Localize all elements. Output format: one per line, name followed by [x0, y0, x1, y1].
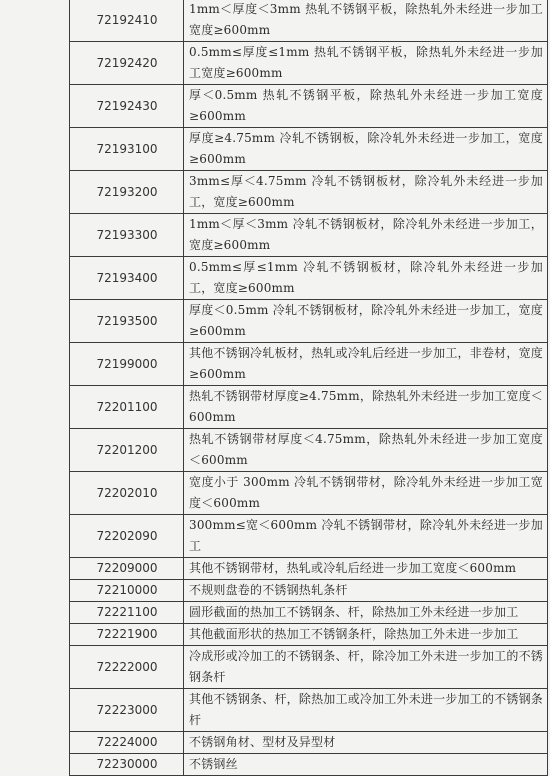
description-cell: 圆形截面的热加工不锈钢条、杆，除热加工外未经进一步加工	[184, 602, 548, 624]
hs-code-cell: 72199000	[70, 343, 184, 386]
hs-code-cell: 72192430	[70, 85, 184, 128]
hs-code-cell: 72192420	[70, 42, 184, 85]
hs-code-cell: 72192410	[70, 0, 184, 42]
table-row	[70, 257, 548, 300]
table-row	[70, 580, 548, 602]
table-row	[70, 128, 548, 171]
hs-code-cell: 72224000	[70, 732, 184, 754]
description-cell: 其他截面形状的热加工不锈钢条杆，除热加工外未进一步加工	[184, 624, 548, 646]
table-row	[70, 602, 548, 624]
description-cell: 不规则盘卷的不锈钢热轧条杆	[184, 580, 548, 602]
description-cell: 3mm≤厚＜4.75mm 冷轧不锈钢板材，除冷轧外未经进一步加工，宽度≥600mm	[184, 171, 548, 214]
hs-code-cell: 72201200	[70, 429, 184, 472]
description-cell: 厚度＜0.5mm 冷轧不锈钢板材，除冷轧外未经进一步加工，宽度≥600mm	[184, 300, 548, 343]
description-cell: 热轧不锈钢带材厚度＜4.75mm，除热轧外未经进一步加工宽度＜600mm	[184, 429, 548, 472]
hs-code-cell: 72230000	[70, 754, 184, 776]
table-row	[70, 515, 548, 558]
hs-code-cell: 72202010	[70, 472, 184, 515]
description-cell: 1mm＜厚度＜3mm 热轧不锈钢平板，除热轧外未经进一步加工宽度≥600mm	[184, 0, 548, 42]
table-row	[70, 429, 548, 472]
hs-code-cell: 72193100	[70, 128, 184, 171]
description-cell: 不锈钢丝	[184, 754, 548, 776]
table-row	[70, 646, 548, 689]
hs-code-cell: 72193300	[70, 214, 184, 257]
table-row	[70, 472, 548, 515]
table-row	[70, 386, 548, 429]
table-row	[70, 214, 548, 257]
table-row	[70, 689, 548, 732]
description-cell: 其他不锈钢冷轧板材，热轧或冷轧后经进一步加工，非卷材，宽度≥600mm	[184, 343, 548, 386]
table-row	[70, 42, 548, 85]
hs-code-cell: 72193200	[70, 171, 184, 214]
description-cell: 300mm≤宽＜600mm 冷轧不锈钢带材，除冷轧外未经进一步加工	[184, 515, 548, 558]
hs-code-cell: 72210000	[70, 580, 184, 602]
description-cell: 宽度小于 300mm 冷轧不锈钢带材，除冷轧外未经进一步加工宽度＜600mm	[184, 472, 548, 515]
description-cell: 热轧不锈钢带材厚度≥4.75mm，除热轧外未经进一步加工宽度＜600mm	[184, 386, 548, 429]
table-row	[70, 732, 548, 754]
hs-code-cell: 72223000	[70, 689, 184, 732]
description-cell: 其他不锈钢带材，热轧或冷轧后经进一步加工宽度＜600mm	[184, 558, 548, 580]
description-cell: 其他不锈钢条、杆，除热加工或冷加工外未进一步加工的不锈钢条杆	[184, 689, 548, 732]
tariff-code-table	[69, 0, 548, 776]
table-body	[70, 0, 548, 776]
hs-code-cell: 72209000	[70, 558, 184, 580]
description-cell: 厚度≥4.75mm 冷轧不锈钢板，除冷轧外未经进一步加工，宽度≥600mm	[184, 128, 548, 171]
hs-code-cell: 72222000	[70, 646, 184, 689]
table-row	[70, 754, 548, 776]
description-cell: 0.5mm≤厚≤1mm 冷轧不锈钢板材，除冷轧外未经进一步加工，宽度≥600mm	[184, 257, 548, 300]
table-row	[70, 171, 548, 214]
table-row	[70, 624, 548, 646]
hs-code-cell: 72201100	[70, 386, 184, 429]
table-row	[70, 343, 548, 386]
hs-code-cell: 72221900	[70, 624, 184, 646]
description-cell: 0.5mm≤厚度≤1mm 热轧不锈钢平板，除热轧外未经进一步加工宽度≥600mm	[184, 42, 548, 85]
table-row	[70, 85, 548, 128]
description-cell: 1mm＜厚＜3mm 冷轧不锈钢板材，除冷轧外未经进一步加工，宽度≥600mm	[184, 214, 548, 257]
description-cell: 不锈钢角材、型材及异型材	[184, 732, 548, 754]
hs-code-cell: 72193400	[70, 257, 184, 300]
hs-code-cell: 72202090	[70, 515, 184, 558]
table-row	[70, 0, 548, 42]
hs-code-cell: 72221100	[70, 602, 184, 624]
table-row	[70, 300, 548, 343]
description-cell: 冷成形或冷加工的不锈钢条、杆，除冷加工外未进一步加工的不锈钢条杆	[184, 646, 548, 689]
table-row	[70, 558, 548, 580]
hs-code-cell: 72193500	[70, 300, 184, 343]
description-cell: 厚＜0.5mm 热轧不锈钢平板，除热轧外未经进一步加工宽度≥600mm	[184, 85, 548, 128]
